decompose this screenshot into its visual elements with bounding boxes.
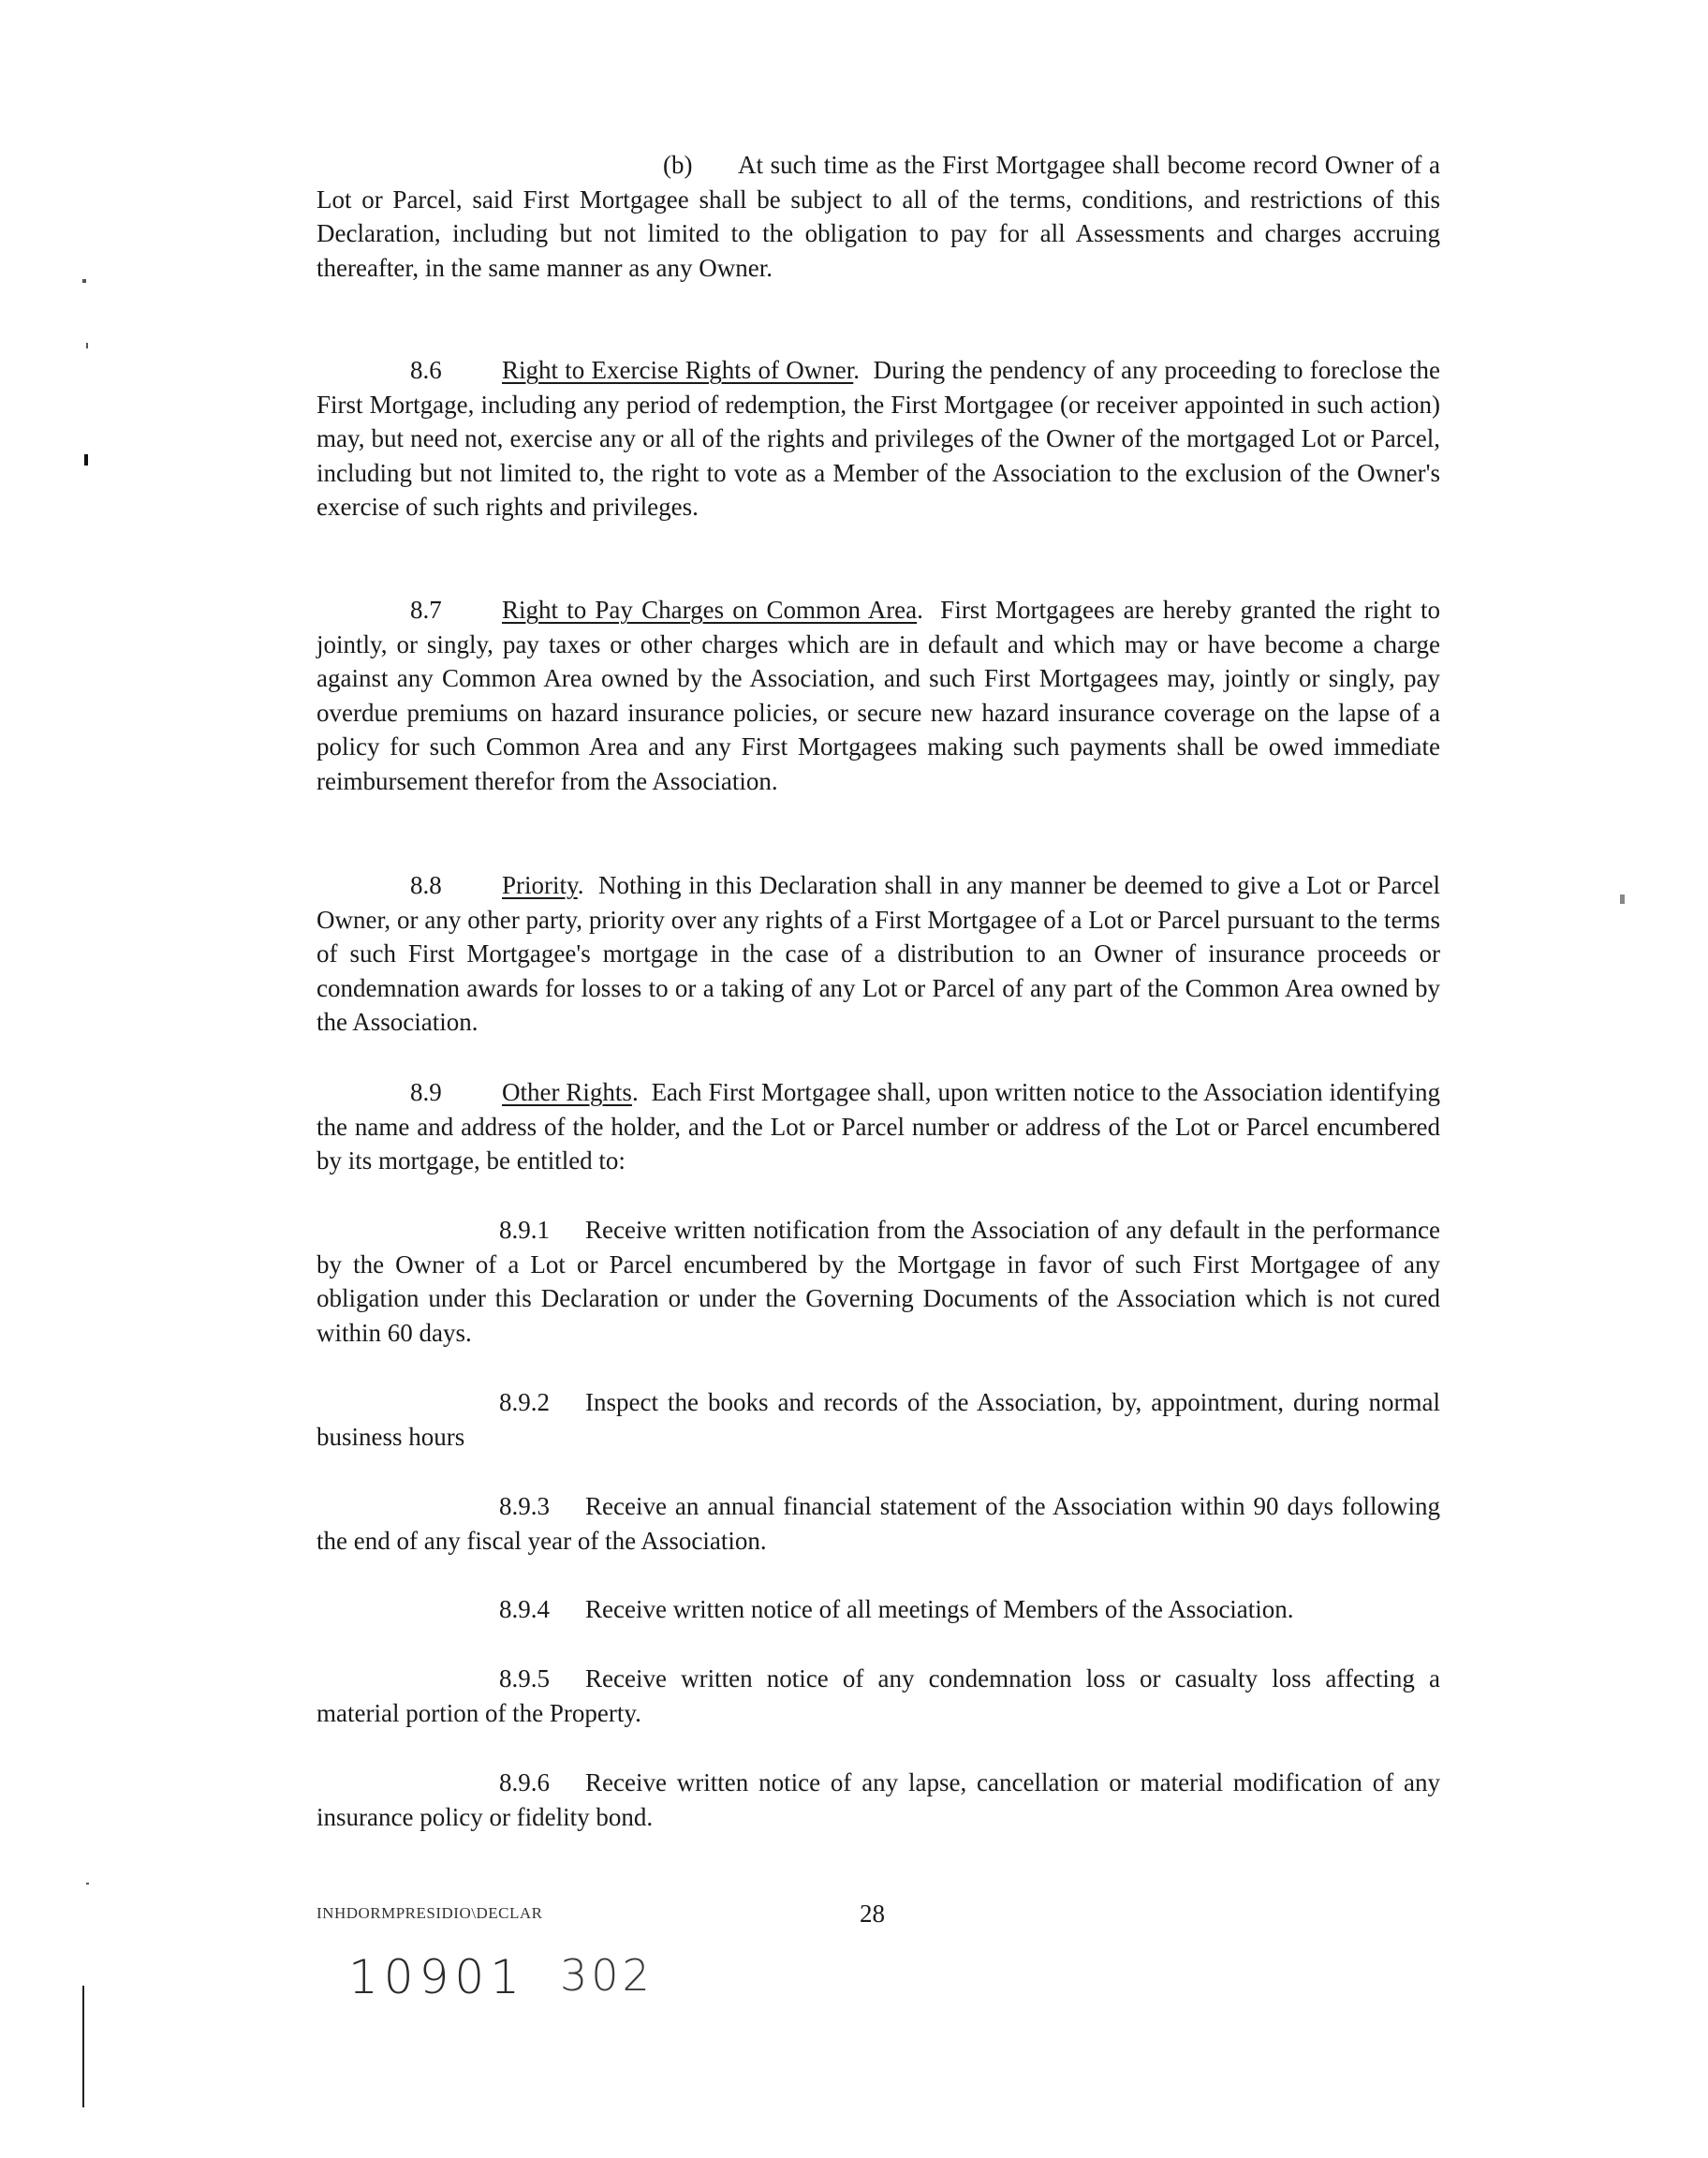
subsection-number: 8.9.6: [499, 1768, 550, 1796]
paragraph-b: [317, 148, 1440, 285]
subsection-number: 8.9.3: [499, 1492, 550, 1520]
subsection-number: 8.9.1: [499, 1216, 550, 1244]
subsection-text: Receive written notification from the Association of any default in the performance by the Owner of a Lot or Parcel encumbered by the Mortgage in favor of such First Mortgagee of any obligation under this Declaration or under the Governing Documents of the Association which is not cured within 60 days.: [317, 1216, 1440, 1347]
section-heading: Priority: [502, 871, 578, 899]
page-number: 28: [860, 1899, 885, 1928]
section-8-9-1: [317, 1213, 1440, 1350]
subsection-text: Receive written notice of any lapse, cancellation or material modification of any insurance policy or fidelity bond.: [317, 1768, 1440, 1831]
scan-speck: [84, 454, 88, 466]
section-number: 8.7: [410, 596, 442, 624]
section-8-9: 8.9 Other Rights. Each First Mortgagee shall, upon written notice to the Association identifying the name and address of the holder, and the Lot or Parcel number or address of the Lot or Parcel encumbered by its mortgage, be entitled to:: [317, 1075, 1440, 1178]
section-8-9-3: [317, 1489, 1440, 1558]
scan-margin-line: [82, 1986, 84, 2107]
subsection-text: Inspect the books and records of the Association, by, appointment, during normal business hours: [317, 1388, 1440, 1451]
recording-page-number: 302: [560, 1950, 654, 2001]
section-8-9-4: [317, 1592, 1440, 1627]
section-8-9-2: [317, 1385, 1440, 1454]
section-number: 8.9: [410, 1078, 442, 1106]
section-8-8: 8.8 Priority. Nothing in this Declaration shall in any manner be deemed to give a Lot or Parcel Owner, or any other party, priority over any rights of a First Mortgagee of a Lot or Parcel pursuant to the terms of such First Mortgagee's mortgage in the case of a distribution to an Owner of insurance proceeds or condemnation awards for losses to or a taking of any Lot or Parcel of any part of the Common Area owned by the Association.: [317, 868, 1440, 1040]
section-text: First Mortgagees are hereby granted the right to jointly, or singly, pay taxes or other charges which are in default and which may or have become a charge against any Common Area owned by the Association, and such First Mortgagees may, jointly or singly, pay overdue premiums on hazard insurance policies, or secure new hazard insurance coverage on the lapse of a policy for such Common Area and any First Mortgagees making such payments shall be owed immediate reimbursement therefor from the Association.: [317, 596, 1440, 795]
paragraph-text: At such time as the First Mortgagee shall become record Owner of a Lot or Parcel, said First Mortgagee shall be subject to all of the terms, conditions, and restrictions of this Declaration, including but not limited to the obligation to pay for all Assessments and charges accruing thereafter, in the same manner as any Owner.: [317, 151, 1440, 282]
subsection-text: Receive written notice of any condemnation loss or casualty loss affecting a material portion of the Property.: [317, 1664, 1440, 1727]
subsection-text: Receive an annual financial statement of the Association within 90 days following the end of any fiscal year of the Association.: [317, 1492, 1440, 1555]
section-text: During the pendency of any proceeding to foreclose the First Mortgage, including any period of redemption, the First Mortgagee (or receiver appointed in such action) may, but need not, exercise any or all of the rights and privileges of the Owner of the mortgaged Lot or Parcel, including but not limited to, the right to vote as a Member of the Association to the exclusion of the Owner's exercise of such rights and privileges.: [317, 356, 1441, 521]
section-8-9-5: [317, 1662, 1440, 1730]
subsection-text: Receive written notice of all meetings of Members of the Association.: [585, 1595, 1294, 1623]
subsection-number: 8.9.4: [499, 1595, 550, 1623]
scan-speck: [86, 343, 88, 348]
section-number: 8.8: [410, 871, 442, 899]
section-8-7: 8.7 Right to Pay Charges on Common Area. First Mortgagees are hereby granted the right to jointly, or singly, pay taxes or other charges which are in default and which may or have become a charge against any Common Area owned by the Association, and such First Mortgagees may, jointly or singly, pay overdue premiums on hazard insurance policies, or secure new hazard insurance coverage on the lapse of a policy for such Common Area and any First Mortgagees making such payments shall be owed immediate reimbursement therefor from the Association.: [317, 593, 1440, 798]
scan-speck: [82, 279, 86, 283]
section-8-6: 8.6 Right to Exercise Rights of Owner. During the pendency of any proceeding to foreclose the First Mortgage, including any period of redemption, the First Mortgagee (or receiver appointed in such action) may, but need not, exercise any or all of the rights and privileges of the Owner of the mortgaged Lot or Parcel, including but not limited to, the right to vote as a Member of the Association to the exclusion of the Owner's exercise of such rights and privileges.: [317, 353, 1440, 525]
section-8-9-6: [317, 1766, 1440, 1834]
section-heading: Right to Pay Charges on Common Area: [502, 596, 918, 624]
section-text: Each First Mortgagee shall, upon written notice to the Association identifying the name and address of the holder, and the Lot or Parcel number or address of the Lot or Parcel encumbered by its mortgage, be entitled to:: [317, 1078, 1440, 1175]
section-number: 8.6: [410, 356, 442, 384]
section-text: Nothing in this Declaration shall in any manner be deemed to give a Lot or Parcel Owner, or any other party, priority over any rights of a First Mortgagee of a Lot or Parcel pursuant to the terms of such First Mortgagee's mortgage in the case of a distribution to an Owner of insurance proceeds or condemnation awards for losses to or a taking of any Lot or Parcel of any part of the Common Area owned by the Association.: [317, 871, 1440, 1036]
recording-book-number: 10901: [348, 1950, 526, 2004]
footer-file-path: INHDORMPRESIDIO\DECLAR: [317, 1904, 543, 1922]
scan-speck: [86, 1883, 89, 1885]
paragraph-label: (b): [663, 151, 693, 179]
subsection-number: 8.9.5: [499, 1664, 550, 1692]
section-heading: Right to Exercise Rights of Owner: [502, 356, 854, 384]
section-heading: Other Rights: [502, 1078, 632, 1106]
scan-speck: [1620, 894, 1625, 904]
subsection-number: 8.9.2: [499, 1388, 550, 1416]
